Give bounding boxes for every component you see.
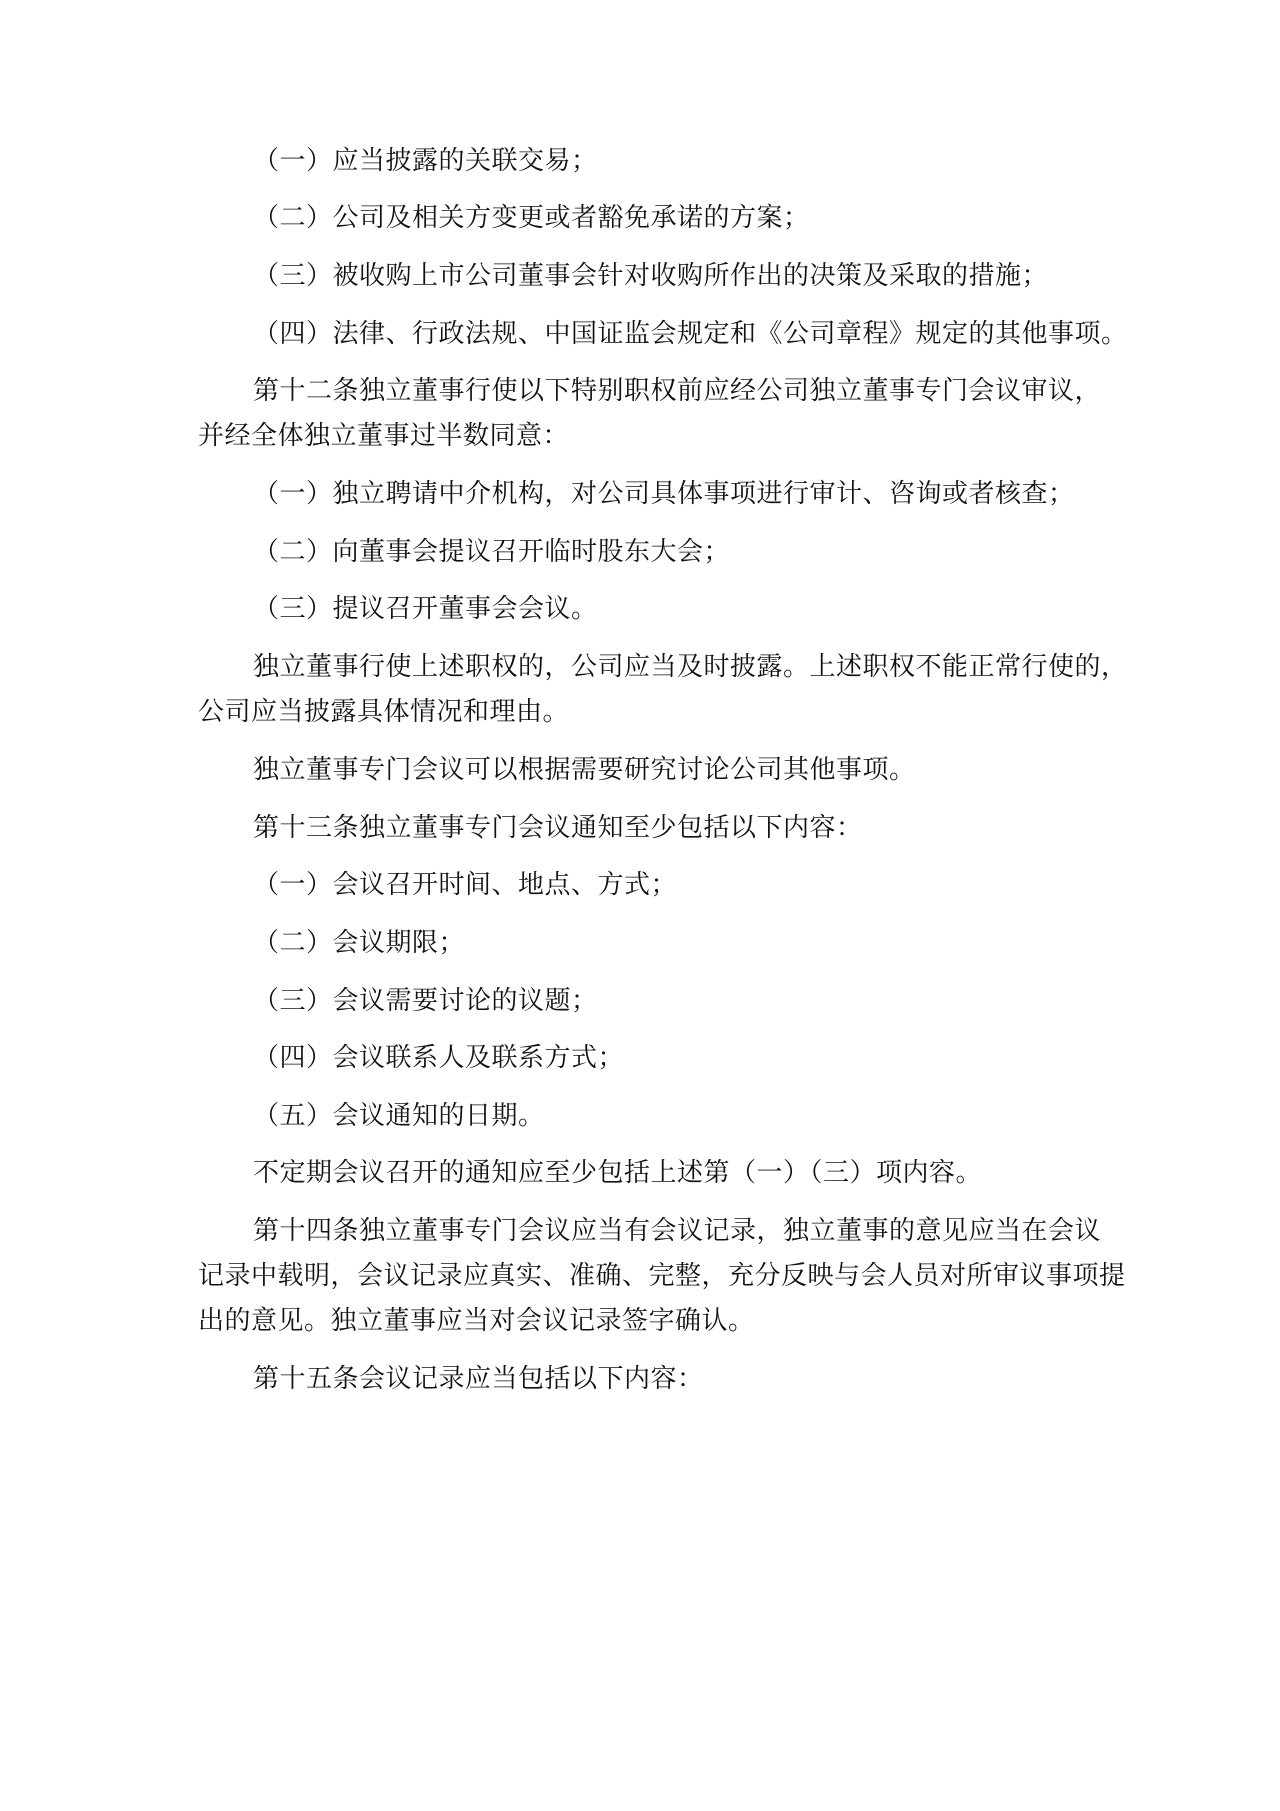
text-line: （四）会议联系人及联系方式； <box>253 1043 625 1073</box>
text-line: （二）公司及相关方变更或者豁免承诺的方案； <box>253 203 810 233</box>
text-line: 第十五条会议记录应当包括以下内容： <box>253 1364 704 1394</box>
text-line: 公司应当披露具体情况和理由。 <box>198 697 570 727</box>
text-line: 第十三条独立董事专门会议通知至少包括以下内容： <box>253 813 863 843</box>
text-line: 不定期会议召开的通知应至少包括上述第（一）（三）项内容。 <box>253 1158 983 1188</box>
text-line: 独立董事行使上述职权的，公司应当及时披露。上述职权不能正常行使的， <box>253 652 1128 682</box>
text-line: 第十二条独立董事行使以下特别职权前应经公司独立董事专门会议审议， <box>253 376 1102 406</box>
text-line: 出的意见。独立董事应当对会议记录签字确认。 <box>198 1306 755 1336</box>
text-line: （三）会议需要讨论的议题； <box>253 986 598 1016</box>
text-line: （一）会议召开时间、地点、方式； <box>253 870 678 900</box>
text-line: （一）应当披露的关联交易； <box>253 146 598 176</box>
text-line: 第十四条独立董事专门会议应当有会议记录，独立董事的意见应当在会议 <box>253 1216 1102 1246</box>
text-line: （二）向董事会提议召开临时股东大会； <box>253 537 731 567</box>
text-line: （五）会议通知的日期。 <box>253 1101 545 1131</box>
text-line: （三）提议召开董事会会议。 <box>253 594 598 624</box>
text-line: 并经全体独立董事过半数同意： <box>198 421 570 451</box>
text-line: 独立董事专门会议可以根据需要研究讨论公司其他事项。 <box>253 755 916 785</box>
text-line: 记录中载明，会议记录应真实、准确、完整，充分反映与会人员对所审议事项提 <box>198 1261 1126 1291</box>
text-line: （三）被收购上市公司董事会针对收购所作出的决策及采取的措施； <box>253 261 1049 291</box>
text-line: （二）会议期限； <box>253 928 466 958</box>
text-line: （一）独立聘请中介机构，对公司具体事项进行审计、咨询或者核查； <box>253 479 1075 509</box>
text-line: （四）法律、行政法规、中国证监会规定和《公司章程》规定的其他事项。 <box>253 319 1128 349</box>
